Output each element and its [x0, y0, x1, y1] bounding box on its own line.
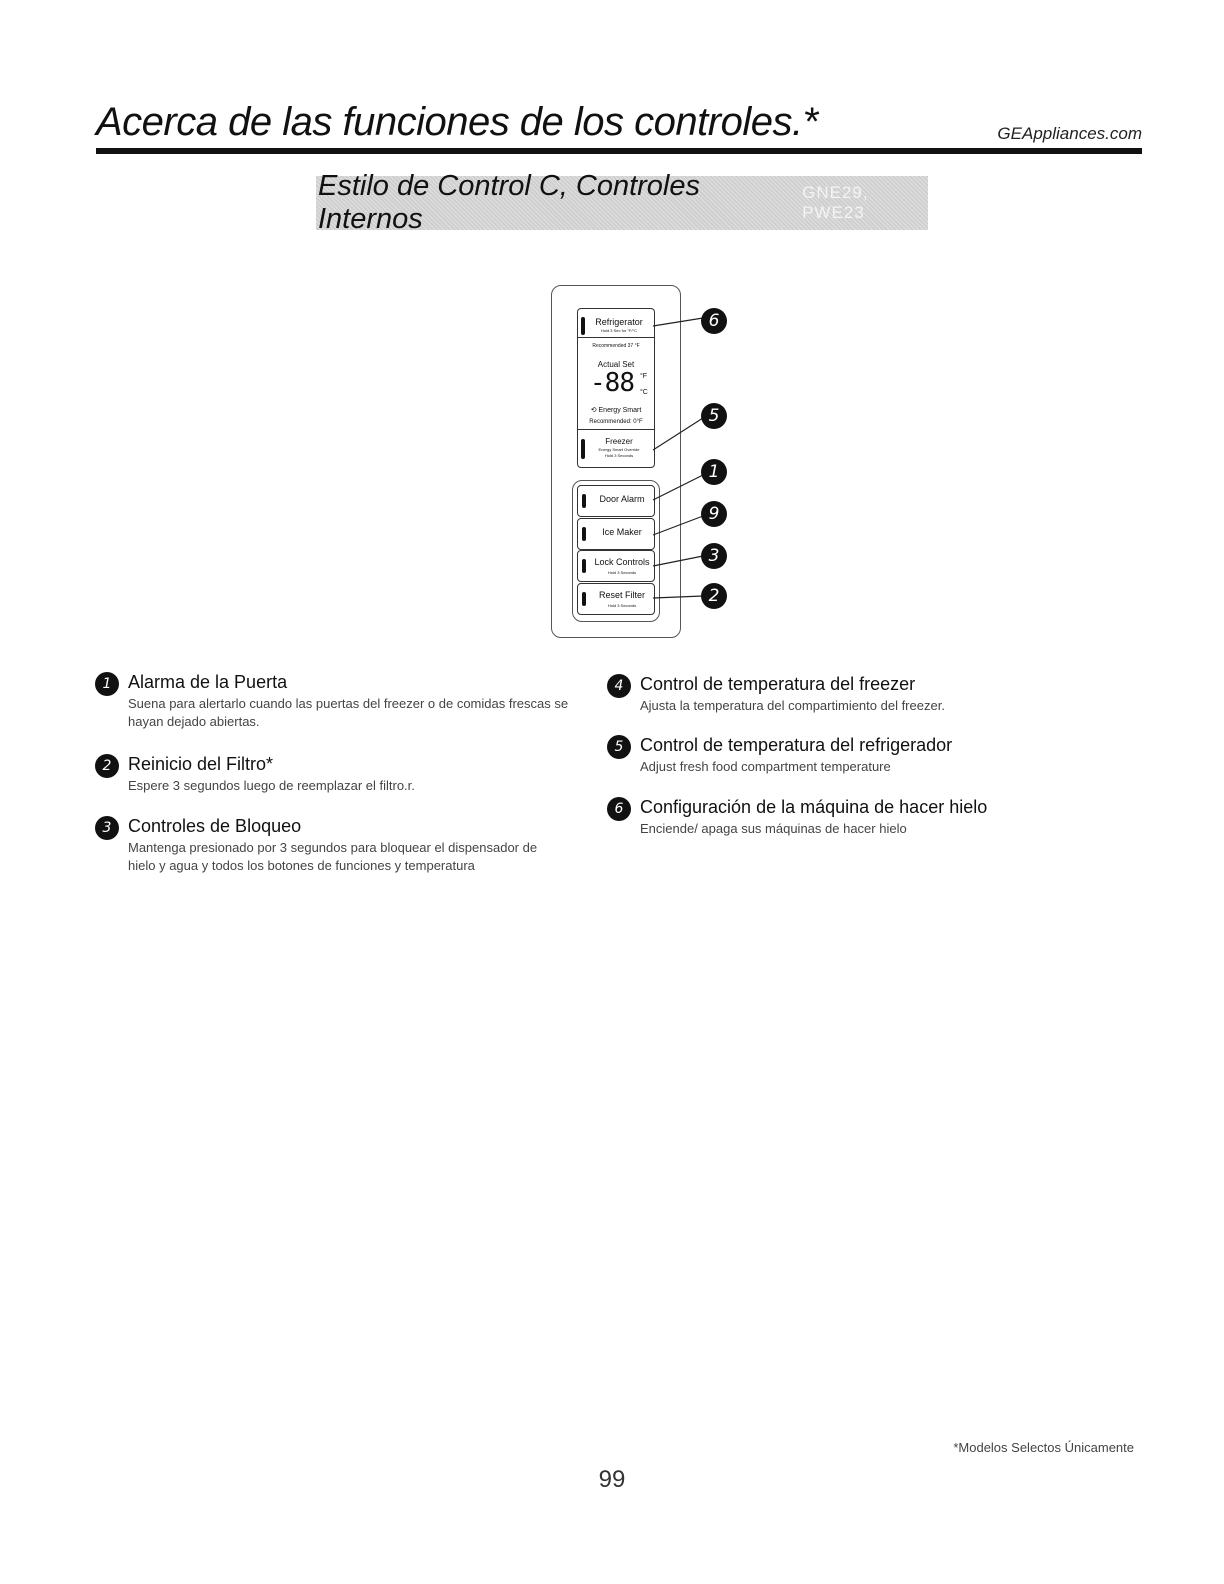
feature-description: Ajusta la temperatura del compartimiento del freezer.	[640, 698, 945, 713]
button-indicator	[582, 559, 586, 573]
energy-smart-icon: ⟲	[590, 407, 597, 414]
feature-door-alarm	[102, 672, 598, 731]
section-title: Estilo de Control C, Controles Internos	[318, 170, 700, 235]
feature-title: Alarma de la Puerta	[128, 672, 288, 692]
reset-filter-label: Reset Filter	[598, 590, 645, 600]
feature-number-badge: 2	[95, 754, 119, 778]
feature-number-badge: 3	[95, 816, 119, 840]
refrigerator-hold-label: Hold 3 Sec for °F/°C	[600, 328, 638, 333]
feature-description: Adjust fresh food compartment temperature	[640, 759, 891, 774]
feature-description: Suena para alertarlo cuando las puertas del freezer o de comidas frescas se hayan dejado abiertas.	[128, 696, 569, 729]
callout-9: 9	[701, 501, 727, 527]
feature-freezer-temp	[614, 674, 1110, 715]
unit-fahrenheit: °F	[640, 373, 648, 380]
unit-celsius: °C	[640, 389, 648, 396]
temperature-digits: -88	[590, 368, 634, 398]
feature-number-badge: 6	[607, 797, 631, 821]
feature-title: Control de temperatura del freezer	[640, 674, 916, 694]
lock-controls-hold-label: Hold 3 Seconds	[607, 570, 637, 575]
energy-smart-text: Energy Smart	[598, 407, 642, 414]
lock-controls-label: Lock Controls	[594, 557, 650, 567]
feature-description: Enciende/ apaga sus máquinas de hacer hielo	[640, 821, 907, 836]
freezer-label: Freezer	[605, 437, 633, 446]
callout-5: 5	[701, 403, 727, 429]
feature-number-badge: 1	[95, 672, 119, 696]
freezer-override-label: Energy Smart Override	[598, 447, 640, 452]
callout-6: 6	[701, 308, 727, 334]
feature-description: Espere 3 segundos luego de reemplazar el filtro.r.	[128, 778, 415, 793]
ice-maker-label: Ice Maker	[602, 527, 642, 537]
refrigerator-label: Refrigerator	[595, 317, 643, 327]
page-number: 99	[598, 1466, 626, 1493]
header-divider	[96, 148, 1142, 154]
ice-maker-button[interactable]	[577, 518, 655, 550]
energy-smart-label	[578, 406, 654, 414]
recommended-fridge-label: Recommended 37 °F	[592, 343, 640, 349]
feature-fridge-temp	[614, 735, 1110, 776]
model-numbers: GNE29, PWE23	[802, 183, 869, 222]
door-alarm-label: Door Alarm	[599, 494, 645, 504]
feature-title: Control de temperatura del refrigerador	[640, 735, 953, 755]
feature-ice-maker	[614, 797, 1110, 838]
lock-controls-button[interactable]	[577, 550, 655, 582]
feature-filter-reset	[102, 754, 598, 795]
feature-description: Mantenga presionado por 3 segundos para bloquear el dispensador de hielo y agua y todos los botones de funciones y temperatura	[128, 840, 538, 873]
button-indicator	[582, 494, 586, 508]
section-banner	[316, 170, 928, 235]
footnote: *Modelos Selectos Únicamente	[953, 1440, 1134, 1455]
feature-title: Controles de Bloqueo	[128, 816, 302, 836]
callout-2: 2	[701, 583, 727, 609]
actual-set-label: Actual Set	[597, 360, 635, 369]
callout-1: 1	[701, 459, 727, 485]
reset-filter-button[interactable]	[577, 583, 655, 615]
feature-number-badge: 4	[607, 674, 631, 698]
page-title: Acerca de las funciones de los controles.*	[96, 100, 818, 144]
callout-3: 3	[701, 543, 727, 569]
feature-title: Configuración de la máquina de hacer hielo	[640, 797, 988, 817]
door-alarm-button[interactable]	[577, 485, 655, 517]
button-indicator	[582, 592, 586, 606]
temperature-display	[577, 308, 655, 468]
feature-title: Reinicio del Filtro*	[128, 754, 274, 774]
site-url: GEAppliances.com	[997, 124, 1142, 143]
feature-lock-controls	[102, 816, 598, 875]
freezer-hold-label: Hold 3 Seconds	[604, 453, 634, 458]
button-indicator	[582, 527, 586, 541]
reset-filter-hold-label: Hold 3 Seconds	[607, 603, 637, 608]
feature-number-badge: 5	[607, 735, 631, 759]
recommended-freezer-label: Recommended: 0°F	[589, 419, 643, 425]
